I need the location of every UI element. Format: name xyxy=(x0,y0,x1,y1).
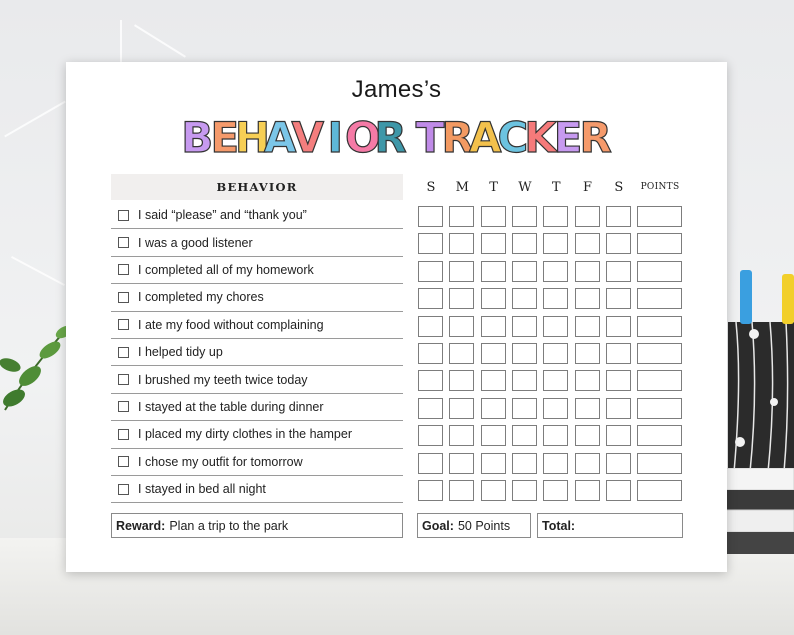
behavior-label: I stayed at the table during dinner xyxy=(138,399,324,414)
goal-box[interactable] xyxy=(417,513,531,538)
day-cell[interactable] xyxy=(449,288,474,309)
total-label: Total: xyxy=(542,518,576,533)
day-cell[interactable] xyxy=(512,453,537,474)
day-cell[interactable] xyxy=(481,316,506,337)
title-word-1-letter-1: B xyxy=(181,113,214,162)
day-cell[interactable] xyxy=(543,316,568,337)
day-cell[interactable] xyxy=(606,343,631,364)
day-cell[interactable] xyxy=(418,233,443,254)
day-header-5: T xyxy=(551,179,561,195)
title-word-1-letter-7: O xyxy=(345,113,381,162)
behavior-label: I completed all of my homework xyxy=(138,262,314,277)
behavior-label: I ate my food without complaining xyxy=(138,317,324,332)
points-cell[interactable] xyxy=(637,370,682,391)
title-word-2-letter-6: E xyxy=(553,113,583,162)
points-cell[interactable] xyxy=(637,425,682,446)
points-cell[interactable] xyxy=(637,453,682,474)
day-cell[interactable] xyxy=(481,453,506,474)
behavior-checkbox[interactable] xyxy=(118,264,129,275)
wall-tile-line xyxy=(120,20,122,64)
behavior-label: I completed my chores xyxy=(138,290,264,305)
blue-marker-decoration xyxy=(740,270,752,324)
behavior-checkbox[interactable] xyxy=(118,401,129,412)
day-cell[interactable] xyxy=(418,343,443,364)
title-word-2-letter-3: A xyxy=(469,113,502,162)
day-cell[interactable] xyxy=(575,261,600,282)
day-cell[interactable] xyxy=(575,480,600,501)
total-box[interactable] xyxy=(537,513,683,538)
behavior-checkbox[interactable] xyxy=(118,347,129,358)
day-cell[interactable] xyxy=(575,206,600,227)
day-cell[interactable] xyxy=(512,233,537,254)
behavior-label: I was a good listener xyxy=(138,235,253,250)
day-cell[interactable] xyxy=(512,206,537,227)
day-cell[interactable] xyxy=(481,370,506,391)
behavior-row xyxy=(111,476,403,503)
behavior-tracker-title xyxy=(66,110,727,164)
day-cell[interactable] xyxy=(606,288,631,309)
day-cell[interactable] xyxy=(449,398,474,419)
day-cell[interactable] xyxy=(575,233,600,254)
behavior-row xyxy=(111,284,403,311)
behavior-row xyxy=(111,202,403,229)
behavior-row xyxy=(111,366,403,393)
day-cell[interactable] xyxy=(575,370,600,391)
day-cell[interactable] xyxy=(543,343,568,364)
behavior-label: I brushed my teeth twice today xyxy=(138,372,308,387)
day-cell[interactable] xyxy=(418,261,443,282)
day-cell[interactable] xyxy=(543,233,568,254)
day-cell[interactable] xyxy=(512,480,537,501)
reward-value: Plan a trip to the park xyxy=(169,518,289,533)
day-cell[interactable] xyxy=(575,398,600,419)
points-cell[interactable] xyxy=(637,316,682,337)
reward-box[interactable] xyxy=(111,513,403,538)
day-cell[interactable] xyxy=(449,370,474,391)
day-cell[interactable] xyxy=(543,261,568,282)
day-cell[interactable] xyxy=(418,316,443,337)
day-cell[interactable] xyxy=(418,370,443,391)
day-cell[interactable] xyxy=(512,288,537,309)
day-cell[interactable] xyxy=(512,425,537,446)
day-cell[interactable] xyxy=(418,398,443,419)
day-cell[interactable] xyxy=(512,261,537,282)
day-cell[interactable] xyxy=(543,206,568,227)
behavior-column-header: BEHAVIOR xyxy=(111,174,403,200)
points-column-header: POINTS xyxy=(640,182,680,192)
points-cell[interactable] xyxy=(637,206,682,227)
day-cell[interactable] xyxy=(418,425,443,446)
day-cell[interactable] xyxy=(449,453,474,474)
day-cell[interactable] xyxy=(481,261,506,282)
behavior-label: I chose my outfit for tomorrow xyxy=(138,454,303,469)
day-cell[interactable] xyxy=(575,288,600,309)
behavior-row xyxy=(111,312,403,339)
behavior-checkbox[interactable] xyxy=(118,429,129,440)
child-name: James’s xyxy=(351,76,442,103)
day-cell[interactable] xyxy=(606,316,631,337)
day-cell[interactable] xyxy=(543,425,568,446)
day-header-4: W xyxy=(518,179,532,195)
behavior-row xyxy=(111,449,403,476)
day-cell[interactable] xyxy=(449,233,474,254)
day-cell[interactable] xyxy=(606,261,631,282)
title-word-2-letter-2: R xyxy=(441,113,474,162)
day-cell[interactable] xyxy=(481,343,506,364)
day-cell[interactable] xyxy=(575,453,600,474)
goal-value: 50 Points xyxy=(457,518,511,533)
points-cell[interactable] xyxy=(637,398,682,419)
day-cell[interactable] xyxy=(543,398,568,419)
wall-tile-line xyxy=(4,101,66,138)
day-cell[interactable] xyxy=(481,233,506,254)
day-cell[interactable] xyxy=(449,206,474,227)
day-cell[interactable] xyxy=(606,233,631,254)
day-cell[interactable] xyxy=(606,370,631,391)
behavior-checkbox[interactable] xyxy=(118,319,129,330)
behavior-checkbox[interactable] xyxy=(118,237,129,248)
book-stack-decoration xyxy=(724,468,794,563)
behavior-label: I placed my dirty clothes in the hamper xyxy=(138,427,352,442)
behavior-row xyxy=(111,229,403,256)
behavior-checkbox[interactable] xyxy=(118,292,129,303)
behavior-tracker-sheet xyxy=(66,62,727,572)
day-cell[interactable] xyxy=(575,343,600,364)
day-cell[interactable] xyxy=(543,480,568,501)
behavior-checkbox[interactable] xyxy=(118,210,129,221)
wall-tile-line xyxy=(11,256,65,286)
points-cell[interactable] xyxy=(637,288,682,309)
behavior-checkbox[interactable] xyxy=(118,456,129,467)
title-word-1-letter-5: V xyxy=(291,113,324,162)
title-word-2-letter-7: R xyxy=(579,113,612,162)
behavior-row xyxy=(111,339,403,366)
day-cell[interactable] xyxy=(575,316,600,337)
day-cell[interactable] xyxy=(606,398,631,419)
day-cell[interactable] xyxy=(543,370,568,391)
day-cell[interactable] xyxy=(481,288,506,309)
day-cell[interactable] xyxy=(606,206,631,227)
behavior-label: I helped tidy up xyxy=(138,345,223,360)
points-cell[interactable] xyxy=(637,480,682,501)
day-cell[interactable] xyxy=(418,453,443,474)
day-header-6: F xyxy=(582,179,593,195)
day-cell[interactable] xyxy=(481,206,506,227)
points-cell[interactable] xyxy=(637,261,682,282)
wall-tile-line xyxy=(134,24,186,57)
behavior-row xyxy=(111,421,403,448)
day-cell[interactable] xyxy=(449,343,474,364)
behavior-label: I said “please” and “thank you” xyxy=(138,208,307,223)
title-word-2-letter-5: K xyxy=(524,113,557,162)
day-cell[interactable] xyxy=(449,480,474,501)
behavior-checkbox[interactable] xyxy=(118,484,129,495)
pen-cup-decoration xyxy=(728,322,794,472)
day-header-2: M xyxy=(455,179,469,195)
title-word-1-letter-2: E xyxy=(210,113,240,162)
day-header-1: S xyxy=(426,179,436,195)
day-cell[interactable] xyxy=(606,425,631,446)
behavior-label: I stayed in bed all night xyxy=(138,482,266,497)
day-cell[interactable] xyxy=(449,261,474,282)
day-cell[interactable] xyxy=(512,316,537,337)
title-word-2-letter-1: T xyxy=(415,113,445,162)
title-word-1-letter-4: A xyxy=(263,113,297,162)
title-word-1-letter-6: I xyxy=(327,113,344,162)
title-word-1-letter-3: H xyxy=(234,113,271,162)
day-cell[interactable] xyxy=(606,453,631,474)
yellow-marker-decoration xyxy=(782,274,794,324)
day-cell[interactable] xyxy=(449,425,474,446)
behavior-checkbox[interactable] xyxy=(118,374,129,385)
behavior-row xyxy=(111,257,403,284)
day-cell[interactable] xyxy=(606,480,631,501)
day-header-3: T xyxy=(489,179,498,195)
day-cell[interactable] xyxy=(418,288,443,309)
day-cell[interactable] xyxy=(481,425,506,446)
day-cell[interactable] xyxy=(543,453,568,474)
day-header-7: S xyxy=(614,179,624,195)
day-cell[interactable] xyxy=(418,206,443,227)
goal-label: Goal: xyxy=(422,518,454,533)
title-word-2-letter-4: C xyxy=(497,113,529,162)
reward-label: Reward: xyxy=(116,518,166,533)
points-cell[interactable] xyxy=(637,343,682,364)
day-cell[interactable] xyxy=(481,480,506,501)
title-word-1-letter-8: R xyxy=(374,113,407,162)
day-cell[interactable] xyxy=(512,370,537,391)
day-cell[interactable] xyxy=(481,398,506,419)
points-cell[interactable] xyxy=(637,233,682,254)
day-cell[interactable] xyxy=(449,316,474,337)
day-cell[interactable] xyxy=(512,343,537,364)
day-cell[interactable] xyxy=(418,480,443,501)
behavior-row xyxy=(111,394,403,421)
day-cell[interactable] xyxy=(543,288,568,309)
day-cell[interactable] xyxy=(575,425,600,446)
day-cell[interactable] xyxy=(512,398,537,419)
